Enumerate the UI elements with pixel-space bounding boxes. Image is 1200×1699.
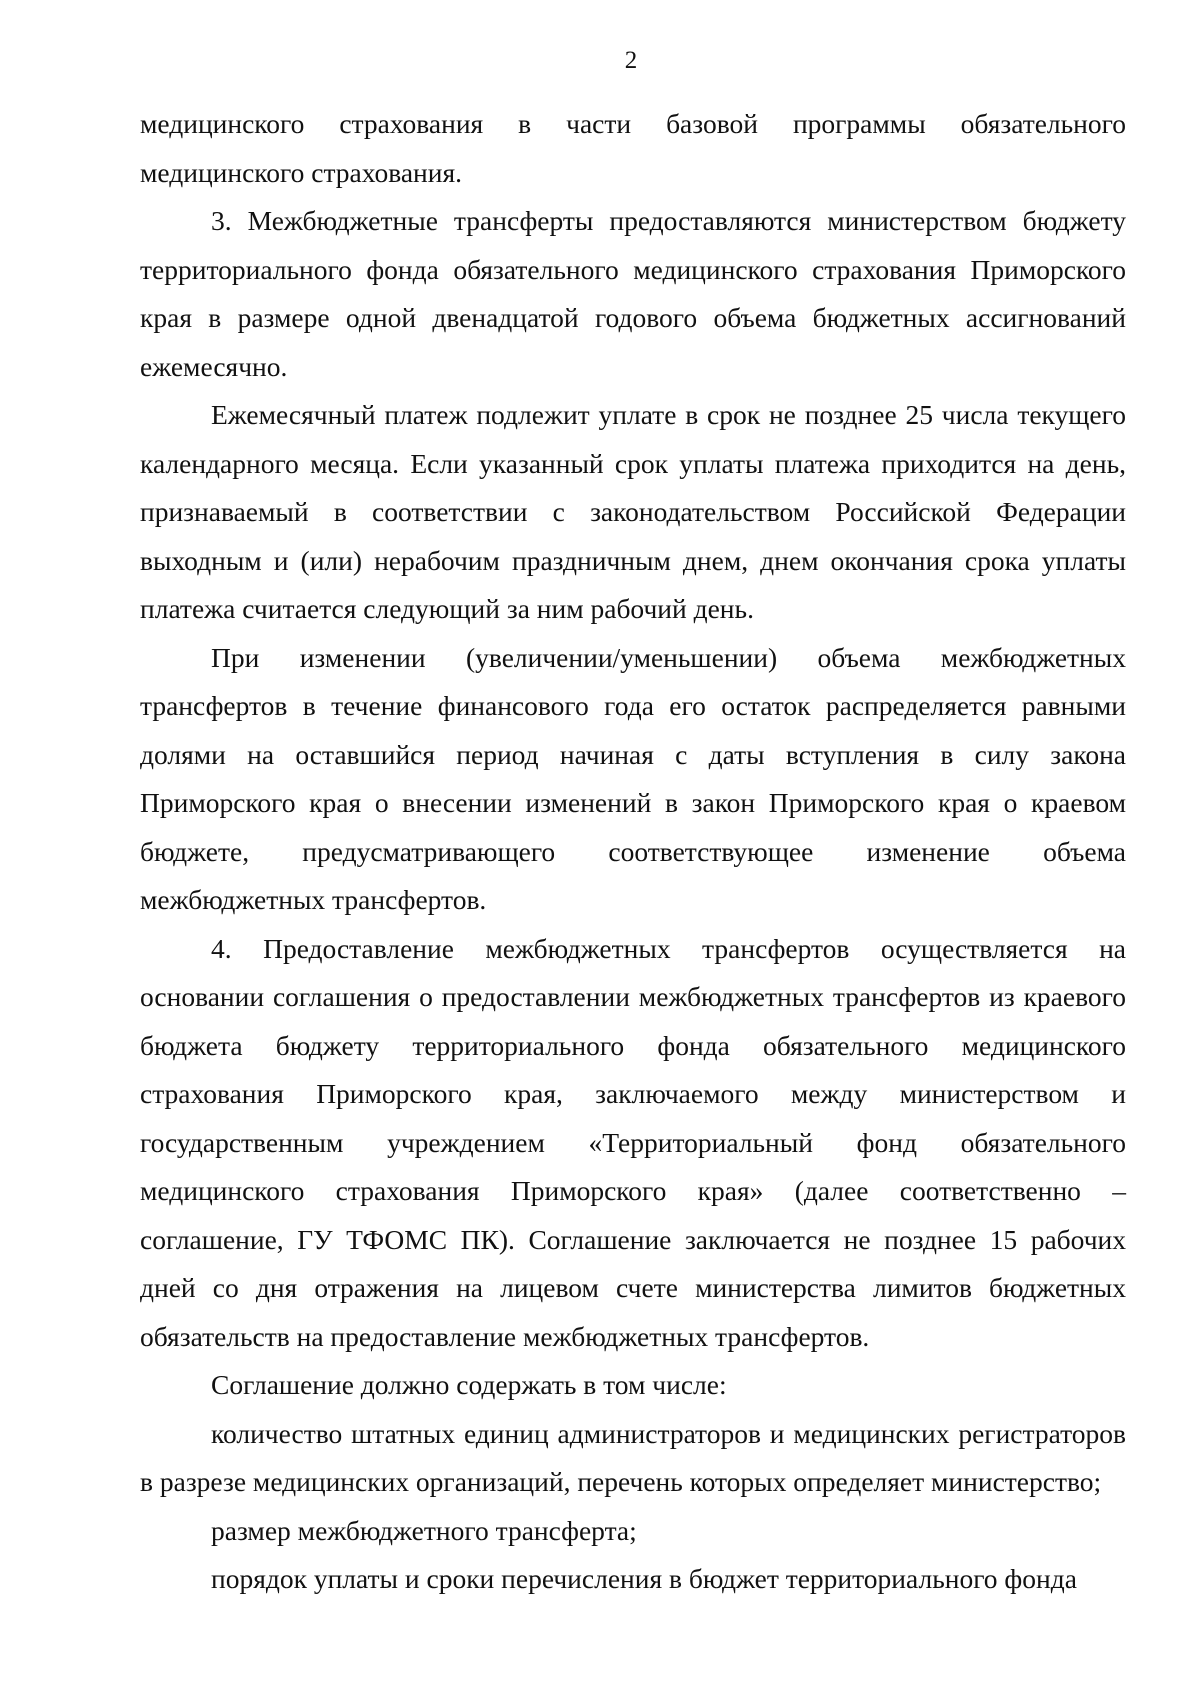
document-body bbox=[140, 100, 1126, 1604]
paragraph-continuation: медицинского страхования в части базовой программы обязательного медицинского страхования. bbox=[140, 108, 1126, 188]
paragraph-item-3: 3. Межбюджетные трансферты предоставляются министерством бюджету территориального фонда обязательного медицинского страхования Приморского края в размере одной двенадцатой годового объема бюджетных ассигнований ежемесячно. bbox=[140, 205, 1126, 382]
paragraph-staff-count: количество штатных единиц администраторов и медицинских регистраторов в разрезе медицинских организаций, перечень которых определяет министерство; bbox=[140, 1417, 1126, 1497]
page-number: 2 bbox=[624, 47, 638, 74]
paragraph-agreement-contents: Соглашение должно содержать в том числе: bbox=[211, 1369, 727, 1400]
paragraph-volume-change: При изменении (увеличении/уменьшении) объема межбюджетных трансфертов в течение финансового года его остаток распределяется равными долями на оставшийся период начиная с даты вступления в силу закона Приморского края о внесении изменений в закон Приморского края о краевом бюджете, предусматривающего соответствующее изменение объема межбюджетных трансфертов. bbox=[140, 641, 1126, 915]
paragraph-monthly-payment: Ежемесячный платеж подлежит уплате в срок не позднее 25 числа текущего календарного месяца. Если указанный срок уплаты платежа приходится на день, признаваемый в соответствии с законодательством Российской Федерации выходным и (или) нерабочим праздничным днем, днем окончания срока уплаты платежа считается следующий за ним рабочий день. bbox=[140, 399, 1126, 624]
paragraph-item-4: 4. Предоставление межбюджетных трансфертов осуществляется на основании соглашения о предоставлении межбюджетных трансфертов из краевого бюджета бюджету территориального фонда обязательного медицинского страхования Приморского края, заключаемого между министерством и государственным учреждением «Территориальный фонд обязательного медицинского страхования Приморского края» (далее соответственно – соглашение, ГУ ТФОМС ПК). Соглашение заключается не позднее 15 рабочих дней со дня отражения на лицевом счете министерства лимитов бюджетных обязательств на предоставление межбюджетных трансфертов. bbox=[140, 932, 1126, 1352]
paragraph-transfer-size: размер межбюджетного трансферта; bbox=[211, 1514, 637, 1546]
paragraph-payment-procedure: порядок уплаты и сроки перечисления в бюджет территориального фонда bbox=[211, 1563, 1077, 1594]
